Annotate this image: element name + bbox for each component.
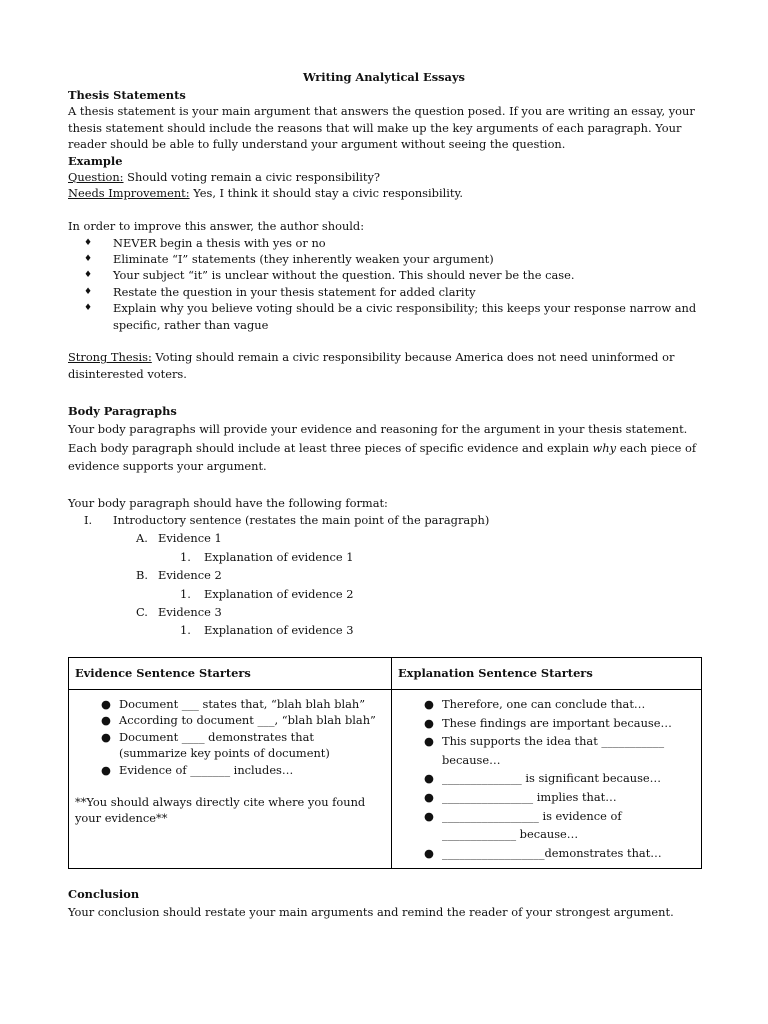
list-item: ● Document ___ states that, “blah blah blah” (101, 697, 366, 711)
format-intro: Your body paragraph should have the following format: (68, 496, 388, 511)
outline-row: C. Evidence 3 (136, 604, 222, 619)
improve-intro: In order to improve this answer, the author should: (68, 219, 365, 234)
outline-row: 1. Explanation of evidence 1 (180, 549, 354, 564)
list-item: ● __________________demonstrates that… (398, 844, 695, 863)
bullet-icon: ● (424, 789, 434, 804)
body-heading: Body Paragraphs (68, 404, 177, 418)
bullet-icon: ● (424, 715, 434, 730)
table-row (69, 690, 702, 869)
bullet-icon: ● (424, 697, 434, 711)
strong-thesis-label: Strong Thesis: (68, 350, 152, 365)
table-header-row (69, 658, 702, 690)
paragraph-outline (68, 512, 708, 641)
sentence-starters-table (68, 657, 702, 869)
emphasis-why: why (592, 440, 617, 455)
bullet-icon: ● (424, 845, 434, 860)
outline-row: 1. Explanation of evidence 2 (180, 586, 354, 601)
bullet-icon: ● (101, 762, 111, 777)
list-item: ♦ NEVER begin a thesis with yes or no (84, 235, 326, 250)
needs-improvement (68, 185, 708, 201)
thesis-intro: A thesis statement is your main argument that answers the question posed. If you are writing an essay, your thesis statement should include the reasons that will make up the key arguments of each paragraph. Your reader should be able to fully understand your argument without seeing the question. (68, 104, 695, 152)
explanation-starters-list (398, 695, 695, 862)
bullet-icon: ● (101, 729, 111, 744)
bullet-icon: ● (101, 697, 111, 711)
bullet-icon: ● (424, 771, 434, 786)
body-section (68, 402, 708, 512)
explanation-starters-heading: Explanation Sentence Starters (392, 658, 702, 690)
thesis-section (68, 87, 708, 382)
evidence-starters-heading: Evidence Sentence Starters (69, 658, 392, 690)
strong-thesis (68, 349, 708, 382)
outline-row: I. Introductory sentence (restates the main point of the paragraph) (84, 513, 490, 527)
diamond-bullet-icon: ♦ (84, 237, 93, 248)
citation-note: **You should always directly cite where you found your evidence** (75, 795, 366, 826)
list-item: ● ________________ implies that… (398, 788, 695, 807)
page-title: Writing Analytical Essays (303, 70, 465, 84)
evidence-starters-list (75, 696, 385, 778)
list-item: ♦ Restate the question in your thesis statement for added clarity (84, 284, 476, 299)
list-item: ● Document ____ demonstrates that (summarize key points of document) (101, 729, 330, 761)
diamond-bullet-icon: ♦ (84, 286, 93, 297)
list-item: ♦ Eliminate “I” statements (they inherently weaken your argument) (84, 252, 494, 267)
strong-thesis-text: Voting should remain a civic responsibility because America does not need uninformed or disinterested voters. (68, 350, 675, 381)
diamond-bullet-icon: ♦ (84, 303, 93, 314)
question-text: Should voting remain a civic responsibility? (123, 170, 381, 185)
thesis-heading: Thesis Statements (68, 88, 186, 102)
list-item: ● _________________ is evidence of _____________ because… (424, 808, 622, 842)
list-item: ● These findings are important because… (398, 714, 695, 733)
needs-improvement-label: Needs Improvement: (68, 186, 190, 201)
bullet-icon: ● (101, 713, 111, 728)
list-item: ● According to document ___, “blah blah blah” (101, 713, 376, 728)
conclusion-text: Your conclusion should restate your main arguments and remind the reader of your strongest argument. (68, 905, 674, 920)
evidence-starters-cell (69, 690, 392, 869)
conclusion-heading: Conclusion (68, 887, 140, 901)
outline-row: B. Evidence 2 (136, 568, 222, 583)
example-question (68, 169, 708, 185)
list-item: ● Therefore, one can conclude that… (398, 695, 695, 714)
list-item: ♦ Your subject “it” is unclear without the question. This should never be the case. (84, 268, 575, 283)
question-label: Question: (68, 170, 124, 185)
outline-row: 1. Explanation of evidence 3 (180, 623, 354, 638)
example-heading: Example (68, 153, 123, 168)
list-item: ● Evidence of _______ includes… (101, 762, 294, 777)
bullet-icon: ● (424, 808, 434, 823)
improve-list (68, 235, 708, 333)
bullet-icon: ● (424, 734, 434, 749)
explanation-starters-cell (392, 690, 702, 869)
list-item: ♦ Explain why you believe voting should be a civic responsibility; this keeps your response narrow and specific, rather than vague (84, 301, 697, 332)
diamond-bullet-icon: ♦ (84, 254, 93, 265)
outline-row: A. Evidence 1 (136, 531, 222, 546)
needs-improvement-text: Yes, I think it should stay a civic responsibility. (189, 186, 463, 201)
list-item: ● This supports the idea that ___________ because… (424, 734, 665, 767)
list-item: ● ______________ is significant because… (398, 769, 695, 788)
conclusion-section (68, 885, 708, 922)
diamond-bullet-icon: ♦ (84, 270, 93, 281)
body-intro: Your body paragraphs will provide your evidence and reasoning for the argument in your thesis statement. Each body paragraph should include at least three pieces of specific evidence and explain why each piece of evidence supports your argument. (68, 422, 697, 474)
